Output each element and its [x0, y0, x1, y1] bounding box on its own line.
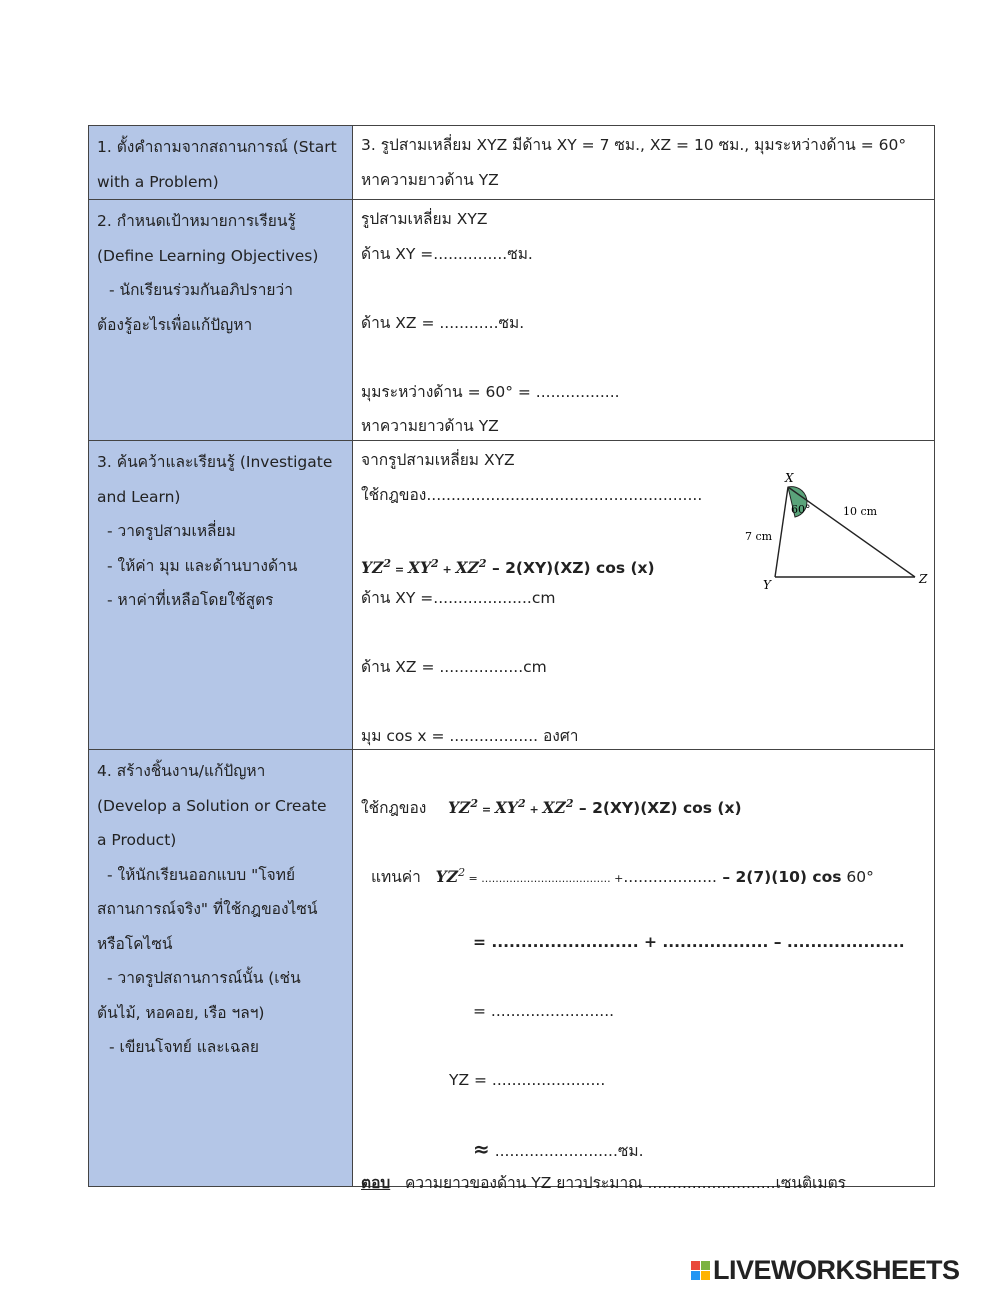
step-subtitle: a Product): [97, 831, 177, 849]
problem-statement: 3. รูปสามเหลี่ยม XYZ มีด้าน XY = 7 ซม., XZ = 10 ซม., มุมระหว่างด้าน = 60°: [361, 136, 907, 154]
step-cell: [89, 200, 353, 440]
step-subtitle: (Define Learning Objectives): [97, 246, 319, 265]
step-detail: สถานการณ์จริง" ที่ใช้กฎของไซน์: [97, 900, 318, 918]
cosine-formula: $YZ^2 = XY^2 + XZ^2 - 2(XY)(XZ)$ cos (x): [361, 556, 655, 577]
problem-question: หาความยาวด้าน YZ: [361, 170, 499, 189]
fill-xz[interactable]: ด้าน XZ = ............ซม.: [361, 313, 525, 332]
step-detail: - วาดรูปสามเหลี่ยม: [107, 522, 236, 540]
fill-yz[interactable]: YZ = .......................: [449, 1070, 606, 1089]
angle-label: 60°: [791, 503, 811, 516]
find-yz-text: หาความยาวด้าน YZ: [361, 417, 499, 435]
liveworksheets-logo: [691, 1255, 960, 1285]
step-detail: - นักเรียนร่วมกันอภิปรายว่า: [109, 281, 293, 299]
step-detail: - ให้นักเรียนออกแบบ "โจทย์: [107, 865, 296, 884]
answer-line: ตอบ ความยาวของด้าน YZ ยาวประมาณ ..........................เซนติเมตร: [361, 1174, 846, 1192]
step-subtitle: with a Problem): [97, 172, 219, 191]
vertex-x-label: X: [785, 471, 794, 485]
fill-xy[interactable]: ด้าน XY =...............ซม.: [361, 244, 533, 263]
fill-xy-cm[interactable]: ด้าน XY =....................cm: [361, 589, 556, 607]
triangle-intro: จากรูปสามเหลี่ยม XYZ: [361, 451, 515, 469]
fill-step-1[interactable]: = ......................... + .................. – ....................: [473, 932, 905, 951]
logo-icon: [691, 1261, 710, 1280]
vertex-z-label: Z: [919, 572, 928, 586]
step-detail: - วาดรูปสถานการณ์นั้น (เช่น: [107, 969, 301, 987]
worksheet-table: [88, 125, 935, 1192]
triangle-diagram: [739, 467, 931, 597]
step-title: 4. สร้างชิ้นงาน/แก้ปัญหา: [97, 762, 266, 780]
triangle-heading: รูปสามเหลี่ยม XYZ: [361, 210, 488, 228]
fill-step-2[interactable]: = .........................: [473, 1001, 615, 1020]
step-title: 2. กำหนดเป้าหมายการเรียนรู้: [97, 212, 296, 230]
logo-text: LIVEWORKSHEETS: [713, 1254, 960, 1285]
table-row: [89, 750, 934, 1192]
law-formula-line: ใช้กฎของ $YZ^2 = XY^2 + XZ^2 - 2(XY)(XZ)$ cos (x): [361, 796, 742, 817]
approx-line[interactable]: ≈ .........................ซม.: [473, 1136, 644, 1161]
content-cell: [353, 750, 934, 1192]
fill-angle-deg[interactable]: มุม cos x = .................. องศา: [361, 727, 579, 745]
step-detail: - เขียนโจทย์ และเฉลย: [109, 1038, 259, 1056]
step-detail: ต้นไม้, หอคอย, เรือ ฯลฯ): [97, 1003, 265, 1022]
answer-fill[interactable]: ความยาวของด้าน YZ ยาวประมาณ ..........................เซนติเมตร: [405, 1174, 846, 1192]
step-detail: หรือโคไซน์: [97, 934, 173, 953]
step-cell: [89, 126, 353, 199]
step-detail: ต้องรู้อะไรเพื่อแก้ปัญหา: [97, 315, 253, 334]
step-cell: [89, 441, 353, 749]
side-xz-label: 10 cm: [843, 505, 878, 518]
content-cell: [353, 200, 934, 440]
step-detail: - ให้ค่า มุม และด้านบางด้าน: [107, 556, 298, 575]
fill-angle[interactable]: มุมระหว่างด้าน = 60° = .................: [361, 382, 620, 401]
step-title: 1. ตั้งคำถามจากสถานการณ์ (Start: [97, 138, 337, 156]
fill-law[interactable]: ใช้กฎของ........................................................: [361, 485, 703, 504]
step-title: 3. ค้นคว้าและเรียนรู้ (Investigate: [97, 453, 333, 471]
content-cell: [353, 126, 934, 199]
side-xy-label: 7 cm: [745, 530, 773, 543]
table-row: [89, 126, 934, 200]
vertex-y-label: Y: [763, 578, 771, 592]
substitute-line[interactable]: แทนค่า $YZ^2$ = ..................................... +................... – 2(7)(10) cos 60°: [371, 865, 874, 886]
step-subtitle: (Develop a Solution or Create: [97, 796, 327, 815]
table-row: [89, 441, 934, 750]
step-cell: [89, 750, 353, 1186]
step-detail: - หาค่าที่เหลือโดยใช้สูตร: [107, 591, 274, 609]
content-cell: [353, 441, 934, 749]
table-row: [89, 200, 934, 441]
step-subtitle: and Learn): [97, 487, 181, 506]
fill-xz-cm[interactable]: ด้าน XZ = .................cm: [361, 658, 547, 676]
